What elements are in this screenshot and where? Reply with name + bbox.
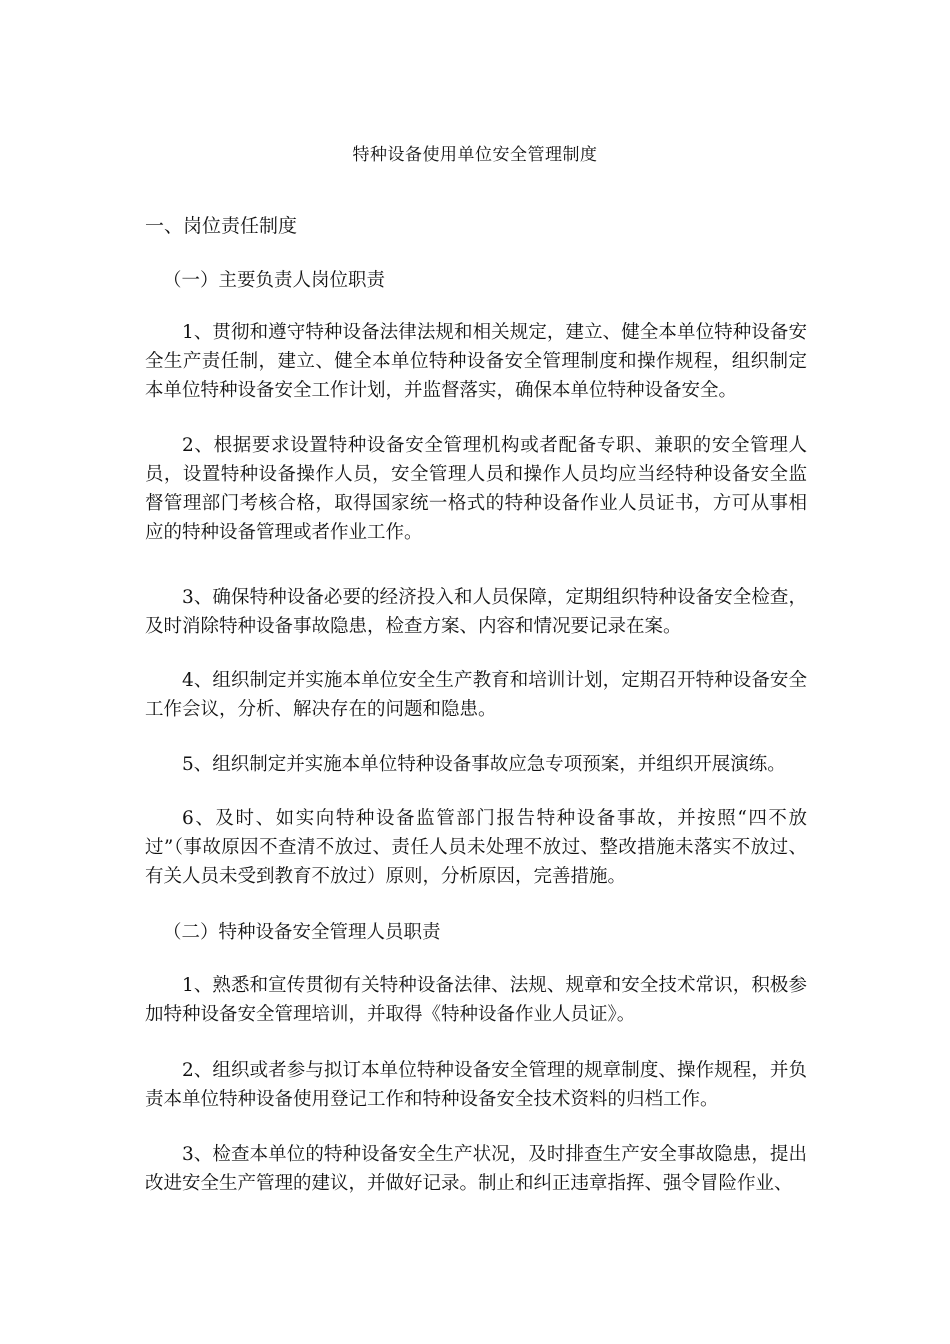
subsection-heading: （一）主要负责人岗位职责 (163, 270, 386, 291)
paragraph: 1、熟悉和宣传贯彻有关特种设备法律、法规、规章和安全技术常识，积极参加特种设备安全管理培训，并取得《特种设备作业人员证》。 (145, 975, 807, 1025)
paragraph: 3、检查本单位的特种设备安全生产状况，及时排查生产安全事故隐患，提出改进安全生产管理的建议，并做好记录。制止和纠正违章指挥、强令冒险作业、 (145, 1144, 807, 1194)
paragraph: 6、及时、如实向特种设备监管部门报告特种设备事故，并按照“四不放过”（事故原因不查清不放过、责任人员未处理不放过、整改措施未落实不放过、有关人员未受到教育不放过）原则，分析原因，完善措施。 (145, 808, 807, 887)
paragraph: 2、组织或者参与拟订本单位特种设备安全管理的规章制度、操作规程，并负责本单位特种设备使用登记工作和特种设备安全技术资料的归档工作。 (145, 1060, 807, 1110)
section-heading: 一、岗位责任制度 (145, 215, 298, 237)
paragraph: 1、贯彻和遵守特种设备法律法规和相关规定，建立、健全本单位特种设备安全生产责任制，建立、健全本单位特种设备安全管理制度和操作规程，组织制定本单位特种设备安全工作计划，并监督落实，确保本单位特种设备安全。 (145, 322, 807, 401)
paragraph: 4、组织制定并实施本单位安全生产教育和培训计划，定期召开特种设备安全工作会议，分析、解决存在的问题和隐患。 (145, 670, 807, 720)
subsection-heading: （二）特种设备安全管理人员职责 (163, 922, 441, 943)
paragraph: 5、组织制定并实施本单位特种设备事故应急专项预案，并组织开展演练。 (182, 754, 786, 775)
paragraph: 3、确保特种设备必要的经济投入和人员保障，定期组织特种设备安全检查，及时消除特种设备事故隐患，检查方案、内容和情况要记录在案。 (145, 587, 807, 637)
document-title: 特种设备使用单位安全管理制度 (352, 145, 598, 165)
paragraph: 2、根据要求设置特种设备安全管理机构或者配备专职、兼职的安全管理人员，设置特种设备操作人员，安全管理人员和操作人员均应当经特种设备安全监督管理部门考核合格，取得国家统一格式的特种设备作业人员证书，方可从事相应的特种设备管理或者作业工作。 (145, 435, 807, 543)
